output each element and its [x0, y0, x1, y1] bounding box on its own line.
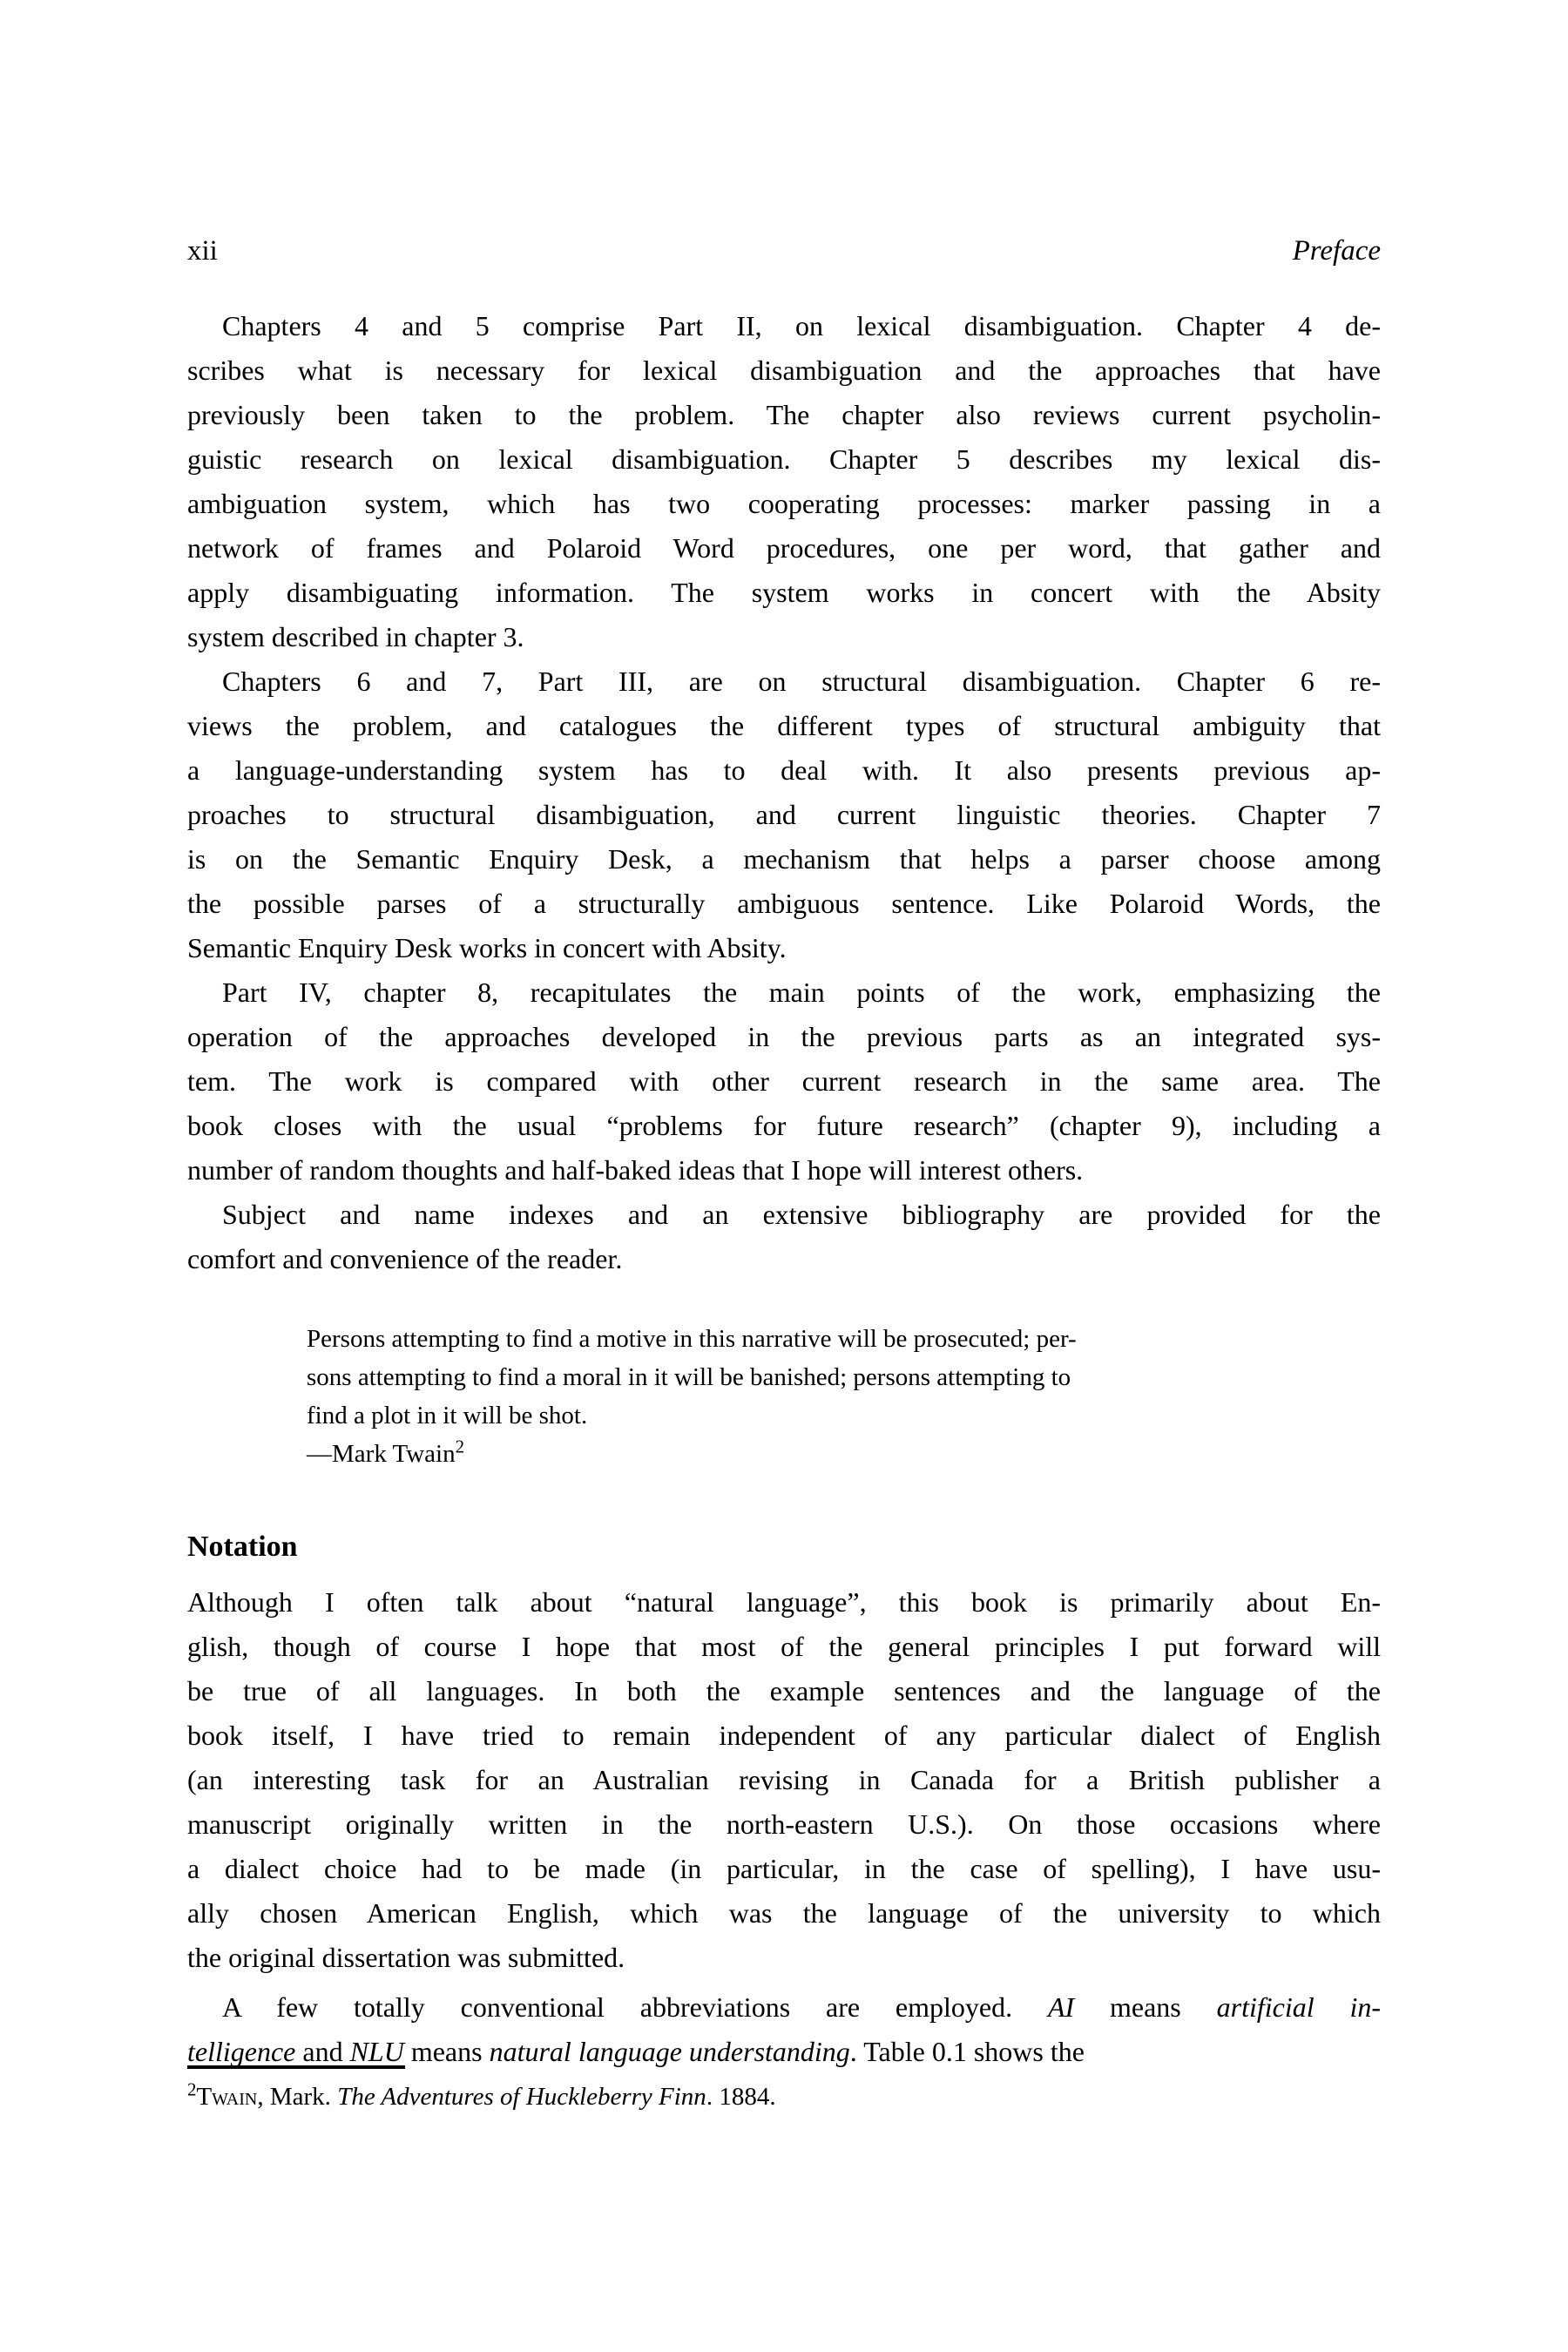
running-title: Preface [1292, 235, 1381, 267]
text-line: proaches to structural disambiguation, and current linguistic theories. Chapter 7 [187, 799, 1381, 830]
text-line: previously been taken to the problem. The chapter also reviews current psycholin- [187, 399, 1381, 430]
text-line: apply disambiguating information. The system works in concert with the Absity [187, 577, 1381, 608]
text-line: operation of the approaches developed in the previous parts as an integrated sys- [187, 1021, 1381, 1052]
text-line: comfort and convenience of the reader. [187, 1243, 623, 1274]
notation-paragraph-1 [187, 1580, 1381, 1980]
text-line: (an interesting task for an Australian revising in Canada for a British publisher a [187, 1764, 1381, 1795]
text-line: views the problem, and catalogues the different types of structural ambiguity that [187, 710, 1381, 741]
intro-paragraph-3 [187, 970, 1381, 1193]
text-line: tem. The work is compared with other current research in the same area. The [187, 1065, 1381, 1097]
abbreviations-paragraph [187, 1985, 1381, 2074]
text-line: the original dissertation was submitted. [187, 1942, 625, 1973]
intro-paragraph-4 [187, 1193, 1381, 1281]
text-line: Chapters 4 and 5 comprise Part II, on lexical disambiguation. Chapter 4 de- [222, 310, 1381, 341]
text-line: glish, though of course I hope that most of the general principles I put forward will [187, 1631, 1381, 1662]
text-line: find a plot in it will be shot. [307, 1402, 588, 1429]
text-line: be true of all languages. In both the example sentences and the language of the [187, 1675, 1381, 1707]
intro-paragraph-1 [187, 304, 1381, 659]
section-heading: Notation [187, 1531, 298, 1563]
page-number: xii [187, 235, 218, 267]
text-line: book closes with the usual “problems for future research” (chapter 9), including a [187, 1110, 1381, 1141]
intro-paragraph-2 [187, 659, 1381, 970]
text-line: is on the Semantic Enquiry Desk, a mechanism that helps a parser choose among [187, 843, 1381, 875]
text-line: a language-understanding system has to deal with. It also presents previous ap- [187, 754, 1381, 786]
running-header [187, 233, 1381, 268]
text-line: Semantic Enquiry Desk works in concert with Absity. [187, 932, 787, 963]
text-line: a dialect choice had to be made (in particular, in the case of spelling), I have usu- [187, 1853, 1381, 1884]
text-line: number of random thoughts and half-baked ideas that I hope will interest others. [187, 1154, 1084, 1186]
text-line: telligence and NLU means natural language understanding. Table 0.1 shows the [187, 2036, 1085, 2067]
text-line: Part IV, chapter 8, recapitulates the main points of the work, emphasizing the [222, 977, 1381, 1008]
text-line: scribes what is necessary for lexical disambiguation and the approaches that have [187, 355, 1381, 386]
text-line: Although I often talk about “natural language”, this book is primarily about En- [187, 1586, 1381, 1618]
page-body [187, 304, 1381, 2114]
text-line: Chapters 6 and 7, Part III, are on structural disambiguation. Chapter 6 re- [222, 666, 1381, 697]
text-line: the possible parses of a structurally ambiguous sentence. Like Polaroid Words, the [187, 888, 1381, 919]
text-line: ambiguation system, which has two cooperating processes: marker passing in a [187, 488, 1381, 519]
twain-quote [307, 1320, 1298, 1473]
text-line: network of frames and Polaroid Word procedures, one per word, that gather and [187, 532, 1381, 564]
text-line: sons attempting to find a moral in it will be banished; persons attempting to [307, 1363, 1071, 1391]
text-line: manuscript originally written in the north-eastern U.S.). On those occasions where [187, 1808, 1381, 1840]
text-line: Subject and name indexes and an extensive bibliography are provided for the [222, 1199, 1381, 1230]
text-line: book itself, I have tried to remain independent of any particular dialect of English [187, 1720, 1381, 1751]
text-line: system described in chapter 3. [187, 621, 524, 652]
text-line: guistic research on lexical disambiguation. Chapter 5 describes my lexical dis- [187, 443, 1381, 475]
text-line: A few totally conventional abbreviations are employed. AI means artificial in- [222, 1991, 1382, 2023]
text-line: Persons attempting to find a motive in this narrative will be prosecuted; per- [307, 1325, 1077, 1353]
text-line: —Mark Twain$^2$ [307, 1436, 465, 1468]
text-line: $^2$Twain, Mark. The Adventures of Huckleberry Finn. 1884. [187, 2078, 776, 2111]
text-line: ally chosen American English, which was the language of the university to which [187, 1897, 1381, 1929]
